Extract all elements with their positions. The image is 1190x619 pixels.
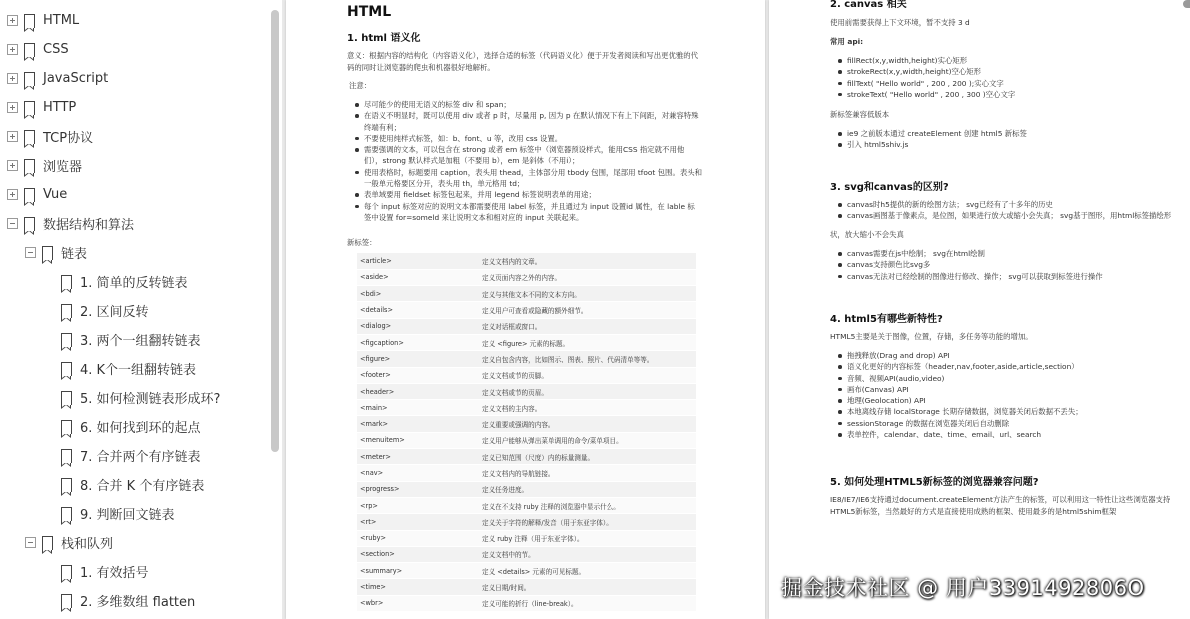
list-item: 地理(Geolocation) API [837, 395, 1177, 406]
section-heading: 4. html5有哪些新特性? [830, 314, 943, 325]
tree-item-label: 1. 有效括号 [80, 566, 149, 581]
list-item: canvas时h5提供的新的绘图方法； svg已经有了十多年的历史 [837, 199, 1189, 210]
tag-description-cell: 定义在不支持 ruby 注释的浏览器中显示什么。 [479, 497, 696, 513]
paragraph: HTML5主要是关于图像，位置，存储，多任务等功能的增加。 [830, 332, 1033, 341]
section-heading: 2. canvas 相关 [830, 0, 907, 10]
tag-name-cell: <menuitem> [357, 432, 479, 448]
bookmark-icon [61, 362, 72, 376]
tag-description-cell: 定义日期/时间。 [479, 579, 696, 595]
scroll-indicator [1183, 0, 1190, 8]
table-row [357, 481, 696, 497]
list-item: 不要使用纯样式标签，如：b、font、u 等，改用 css 设置。 [354, 133, 702, 144]
tag-description-cell: 定义文档或节的页脚。 [479, 367, 696, 383]
bookmark-icon [42, 246, 53, 260]
table-row [357, 546, 696, 562]
tag-name-cell: <bdi> [357, 286, 479, 302]
expand-icon[interactable] [7, 131, 18, 142]
tree-item-label: 1. 简单的反转链表 [80, 276, 188, 291]
bookmark-icon [24, 217, 35, 231]
tag-description-cell: 定义关于字符的解释/发音（用于东亚字体）。 [479, 514, 696, 530]
list-item: sessionStorage 的数据在浏览器关闭后自动删除 [837, 418, 1177, 429]
api-list [837, 55, 1177, 100]
tag-name-cell: <main> [357, 400, 479, 416]
tree-item-reverse-list[interactable] [61, 267, 188, 296]
list-item: 在语义不明显时，既可以使用 div 或者 p 时，尽量用 p, 因为 p 在默认情况下有上下间距，对兼容特殊终端有利； [354, 110, 702, 133]
list-item: canvas需要在js中绘制； svg在html绘制 [837, 248, 1177, 259]
bookmark-icon [61, 594, 72, 608]
document-page-left [286, 0, 765, 619]
bookmark-icon [42, 536, 53, 550]
tree-item-cycle-start[interactable] [61, 412, 201, 441]
tag-description-cell: 定义对话框或窗口。 [479, 318, 696, 334]
table-row [357, 269, 696, 285]
bookmark-icon [61, 507, 72, 521]
bookmark-icon [24, 72, 35, 86]
table-row [357, 253, 696, 269]
tree-item-label: 数据结构和算法 [43, 218, 135, 233]
table-row [357, 302, 696, 318]
tree-item-label: 4. K个一组翻转链表 [80, 363, 197, 378]
table-row [357, 416, 696, 432]
tree-item-label: 6. 如何找到环的起点 [80, 421, 201, 436]
list-item: ie9 之前版本通过 createElement 创建 html5 新标签 [837, 128, 1177, 139]
tag-description-cell: 定义 <figure> 元素的标题。 [479, 334, 696, 350]
expand-icon[interactable] [7, 44, 18, 55]
outline-sidebar [0, 0, 282, 619]
tag-name-cell: <dialog> [357, 318, 479, 334]
tree-item-label: CSS [43, 42, 69, 57]
tag-name-cell: <figure> [357, 351, 479, 367]
section-heading: 5. 如何处理HTML5新标签的浏览器兼容问题? [830, 477, 1039, 488]
table-row [357, 449, 696, 465]
bookmark-icon [61, 565, 72, 579]
table-row [357, 563, 696, 579]
tree-item-swap-pairs[interactable] [61, 325, 201, 354]
section-heading: 1. html 语义化 [347, 33, 421, 44]
table-row [357, 400, 696, 416]
page-title: HTML [347, 4, 392, 20]
api-label: 常用 api: [830, 37, 864, 46]
tree-item-label: 2. 区间反转 [80, 305, 149, 320]
tag-description-cell: 定义与其他文本不同的文本方向。 [479, 286, 696, 302]
table-row [357, 334, 696, 350]
tree-item-palindrome[interactable] [61, 499, 175, 528]
expand-icon[interactable] [7, 102, 18, 113]
table-row [357, 579, 696, 595]
tree-item-label: HTML [43, 13, 80, 28]
tree-item-vue[interactable] [7, 180, 67, 209]
collapse-icon[interactable] [25, 537, 36, 548]
tag-name-cell: <meter> [357, 449, 479, 465]
note-label: 注意： [349, 81, 372, 90]
table-row [357, 318, 696, 334]
list-item: 尽可能少的使用无语义的标签 div 和 span； [354, 99, 702, 110]
bookmark-icon [24, 14, 35, 28]
bookmark-icon [61, 478, 72, 492]
new-tags-label: 新标签： [347, 238, 377, 247]
tag-description-cell: 定义文档或节的页眉。 [479, 383, 696, 399]
tree-item-valid-brackets[interactable] [61, 557, 149, 586]
tree-item-label: Vue [43, 187, 68, 202]
tag-description-cell: 定义任务进度。 [479, 481, 696, 497]
tag-name-cell: <footer> [357, 367, 479, 383]
note-list [354, 99, 702, 223]
svg-list [837, 199, 1189, 222]
tree-item-label: 5. 如何检测链表形成环? [80, 392, 221, 407]
paragraph: 使用前需要获得上下文环境，暂不支持 3 d [830, 18, 970, 27]
list-item: 使用表格时，标题要用 caption，表头用 thead，主体部分用 tbody 包围，尾部用 tfoot 包围。表头和一般单元格要区分开，表头用 th，单元格用 td； [354, 167, 702, 190]
tag-description-cell: 定义可能的折行（line-break）。 [479, 595, 696, 611]
table-row [357, 530, 696, 546]
expand-icon[interactable] [7, 15, 18, 26]
tree-item-label: 7. 合并两个有序链表 [80, 450, 201, 465]
tree-item-stack-queue[interactable] [25, 528, 113, 557]
collapse-icon[interactable] [25, 247, 36, 258]
table-row [357, 351, 696, 367]
tree-item-css[interactable] [7, 35, 69, 64]
tree-item-html[interactable] [7, 6, 79, 35]
tag-name-cell: <header> [357, 383, 479, 399]
tag-name-cell: <mark> [357, 416, 479, 432]
bookmark-icon [61, 333, 72, 347]
tree-item-browser[interactable] [7, 151, 82, 180]
list-item: 语义化更好的内容标签（header,nav,footer,aside,article,section） [837, 361, 1177, 372]
tag-name-cell: <section> [357, 546, 479, 562]
list-item: canvas画图基于像素点，是位图，如果进行放大或缩小会失真； svg基于图形，用html标签描绘形 [837, 210, 1189, 221]
tree-item-merge-two[interactable] [61, 441, 201, 470]
tree-item-label: JavaScript [43, 71, 109, 86]
tree-item-reverse-k-group[interactable] [61, 354, 196, 383]
tree-item-tcp[interactable] [7, 122, 93, 151]
list-item: strokeText( "Hello world" , 200 , 300 )空心文字 [837, 89, 1177, 100]
list-item: fillRect(x,y,width,height)实心矩形 [837, 55, 1177, 66]
list-item: 表单域要用 fieldset 标签包起来，并用 legend 标签说明表单的用途； [354, 189, 702, 200]
collapse-icon[interactable] [7, 218, 18, 229]
sidebar-scrollbar[interactable] [271, 10, 279, 452]
table-row [357, 595, 696, 611]
bookmark-icon [24, 188, 35, 202]
bookmark-icon [61, 449, 72, 463]
compat-list [837, 128, 1177, 151]
bookmark-icon [61, 391, 72, 405]
list-item: 音频、视频API(audio,video) [837, 373, 1177, 384]
tag-name-cell: <summary> [357, 563, 479, 579]
tree-item-label: 9. 判断回文链表 [80, 508, 175, 523]
tag-description-cell: 定义 <details> 元素的可见标题。 [479, 563, 696, 579]
expand-icon[interactable] [7, 160, 18, 171]
tag-description-cell: 定义已知范围（尺度）内的标量测量。 [479, 449, 696, 465]
list-item: 每个 input 标签对应的说明文本都需要使用 label 标签，并且通过为 input 设置id 属性，在 lable 标签中设置 for=someld 来让说明文本和相对应的 input 关联起来。 [354, 201, 702, 224]
tree-item-range-reverse[interactable] [61, 296, 149, 325]
tag-description-cell: 定义文档的主内容。 [479, 400, 696, 416]
list-item: 本地离线存储 localStorage 长期存储数据，浏览器关闭后数据不丢失； [837, 406, 1177, 417]
tag-name-cell: <details> [357, 302, 479, 318]
tag-description-cell: 定义文档中的节。 [479, 546, 696, 562]
list-item: canvas支持颜色比svg多 [837, 259, 1177, 270]
bookmark-icon [61, 304, 72, 318]
table-row [357, 514, 696, 530]
bookmark-icon [24, 159, 35, 173]
list-item: 引入 html5shiv.js [837, 139, 1177, 150]
tag-description-cell: 定义用户能够从弹出菜单调用的命令/菜单项目。 [479, 432, 696, 448]
paragraph: IE8/IE7/IE6支持通过document.createElement方法产生的标签，可以利用这一特性让这些浏览器支持HTML5新标签，当然最好的方式是直接使用成熟的框架、使用最多的是html5shim框架 [830, 495, 1171, 516]
tag-description-cell: 定义重要或强调的内容。 [479, 416, 696, 432]
tag-description-cell: 定义页面内容之外的内容。 [479, 269, 696, 285]
features-list [837, 350, 1177, 440]
tag-description-cell: 定义自包含内容，比如图示、图表、照片、代码清单等等。 [479, 351, 696, 367]
bookmark-icon [61, 275, 72, 289]
intro-paragraph: 意义：根据内容的结构化（内容语义化），选择合适的标签（代码语义化）便于开发者阅读和写出更优雅的代码的同时让浏览器的爬虫和机器很好地解析。 [347, 51, 699, 72]
html5-tags-table [357, 253, 696, 612]
tree-item-label: HTTP [43, 100, 77, 115]
tree-item-label: 链表 [61, 247, 88, 262]
document-page-right [769, 0, 1190, 619]
paragraph: 状，放大缩小不会失真 [830, 230, 904, 239]
tree-item-label: 2. 多维数组 flatten [80, 595, 196, 610]
tag-name-cell: <aside> [357, 269, 479, 285]
tag-description-cell: 定义 ruby 注释（用于东亚字体）。 [479, 530, 696, 546]
expand-icon[interactable] [7, 73, 18, 84]
section-heading: 3. svg和canvas的区别? [830, 182, 949, 193]
tree-item-label: 3. 两个一组翻转链表 [80, 334, 201, 349]
bookmark-icon [61, 420, 72, 434]
table-row [357, 465, 696, 481]
table-row [357, 367, 696, 383]
tree-item-flatten[interactable] [61, 586, 195, 615]
tree-item-label: 浏览器 [43, 160, 83, 175]
tag-description-cell: 定义文档内的文章。 [479, 253, 696, 269]
tree-item-http[interactable] [7, 93, 76, 122]
tag-name-cell: <article> [357, 253, 479, 269]
list-item: 画布(Canvas) API [837, 384, 1177, 395]
list-item: strokeRect(x,y,width,height)空心矩形 [837, 66, 1177, 77]
paragraph: 新标签兼容低版本 [830, 110, 890, 119]
bookmark-icon [24, 130, 35, 144]
tree-item-javascript[interactable] [7, 64, 108, 93]
table-row [357, 497, 696, 513]
bookmark-icon [24, 43, 35, 57]
table-row [357, 383, 696, 399]
tag-description-cell: 定义用户可查看或隐藏的额外细节。 [479, 302, 696, 318]
tag-name-cell: <rp> [357, 497, 479, 513]
tag-name-cell: <wbr> [357, 595, 479, 611]
list-item: 表单控件，calendar、date、time、email、url、search [837, 429, 1177, 440]
tree-item-merge-k[interactable] [61, 470, 204, 499]
tag-name-cell: <ruby> [357, 530, 479, 546]
tag-name-cell: <time> [357, 579, 479, 595]
list-item: 需要强调的文本，可以包含在 strong 或者 em 标签中（浏览器预设样式，能用CSS 指定就不用他们），strong 默认样式是加粗（不要用 b），em 是斜体（不用i）； [354, 144, 702, 167]
tag-name-cell: <rt> [357, 514, 479, 530]
tree-item-label: 栈和队列 [61, 537, 114, 552]
tag-name-cell: <progress> [357, 481, 479, 497]
list-item: 拖拽释放(Drag and drop) API [837, 350, 1177, 361]
bookmark-icon [24, 101, 35, 115]
tag-description-cell: 定义文档内的导航链接。 [479, 465, 696, 481]
tag-name-cell: <nav> [357, 465, 479, 481]
tree-item-detect-cycle[interactable] [61, 383, 220, 412]
list-item: canvas无法对已经绘制的图像进行修改、操作； svg可以获取到标签进行操作 [837, 271, 1177, 282]
watermark: 掘金技术社区 @ 用户3391492806O [781, 576, 1145, 600]
tag-name-cell: <figcaption> [357, 334, 479, 350]
expand-icon[interactable] [7, 189, 18, 200]
tree-item-linked-list[interactable] [25, 238, 87, 267]
table-row [357, 432, 696, 448]
tree-item-label: 8. 合并 K 个有序链表 [80, 479, 205, 494]
table-row [357, 286, 696, 302]
tree-item-label: TCP协议 [43, 131, 94, 146]
list-item: fillText( "Hello world" , 200 , 200 );实心文字 [837, 78, 1177, 89]
tree-item-algorithms[interactable] [7, 209, 134, 238]
